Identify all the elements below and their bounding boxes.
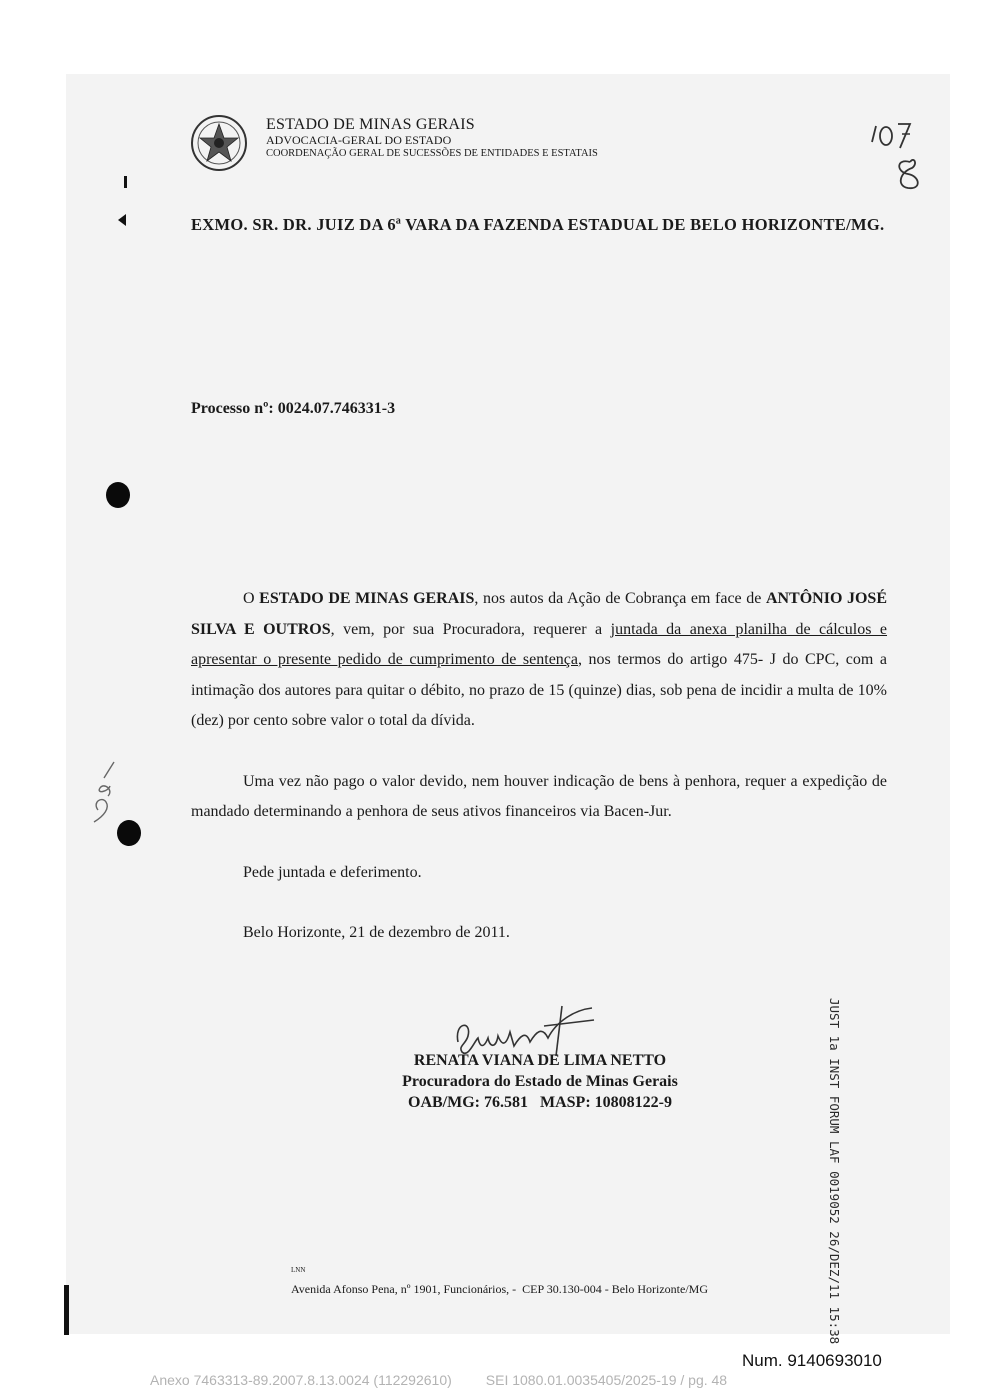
margin-handwritten-note: [84, 756, 124, 826]
text: , vem, por sua Procuradora, requerer a: [330, 620, 611, 638]
letterhead-agency: ADVOCACIA-GERAL DO ESTADO: [266, 133, 452, 148]
party-defendant: ANTÔNIO JOSÉ SILVA E OUTROS: [191, 590, 887, 638]
underlined-request: juntada da anexa planilha de cálculos e apresentar o presente pedido de cumprimento de sentença: [191, 620, 888, 668]
paragraph-closing: Pede juntada e deferimento.: [243, 863, 422, 881]
page-edge-shadow: [64, 1285, 69, 1335]
text: , nos termos do artigo 475- J do CPC, com a intimação dos autores para quitar o débito, no prazo de 15 (quinze) dias, sob pena de incidir a multa de 10% (dez) por cento sobre valor o total da dívida.: [191, 651, 887, 729]
document-number: Num. 9140693010: [742, 1351, 882, 1370]
footer-initials: LNN: [291, 1266, 306, 1274]
footer-address: Avenida Afonso Pena, nº 1901, Funcionários, - CEP 30.130-004 - Belo Horizonte/MG: [291, 1282, 709, 1296]
stamp-text: JUST 1a INST FORUM LAF 0019052 26/DEZ/11 15:38: [827, 998, 842, 1345]
signer-name: RENATA VIANA DE LIMA NETTO: [413, 1052, 667, 1069]
bottom-reference: [150, 1372, 761, 1388]
petition-body: [191, 584, 887, 979]
letterhead-state: ESTADO DE MINAS GERAIS: [266, 116, 475, 133]
punch-hole-top: [106, 482, 130, 508]
sei-reference: SEI 1080.01.0035405/2025-19 / pg. 48: [485, 1372, 728, 1388]
process-number: Processo nº: 0024.07.746331-3: [191, 400, 396, 417]
annex-reference: Anexo 7463313-89.2007.8.13.0024 (112292610): [150, 1372, 452, 1388]
signature-block: [380, 1050, 700, 1113]
signer-role: Procuradora do Estado de Minas Gerais: [402, 1073, 678, 1090]
court-protocol-stamp: [822, 998, 852, 1345]
party-state: ESTADO DE MINAS GERAIS: [259, 590, 475, 607]
addressee: EXMO. SR. DR. JUIZ DA 6ª VARA DA FAZENDA ESTADUAL DE BELO HORIZONTE/MG.: [191, 215, 885, 234]
margin-mark: [124, 176, 127, 188]
paragraph-date: Belo Horizonte, 21 de dezembro de 2011.: [243, 924, 510, 941]
minas-gerais-coat-of-arms-icon: [190, 114, 248, 172]
handwritten-page-number: [866, 112, 930, 192]
signer-registration: OAB/MG: 76.581 MASP: 10808122-9: [408, 1094, 672, 1111]
paragraph-seizure: Uma vez não pago o valor devido, nem houver indicação de bens à penhora, requer a expedição de mandado determinando a penhora de seus ativos financeiros via Bacen-Jur.: [191, 772, 887, 820]
paragraph-request: [191, 584, 887, 737]
letterhead-department: COORDENAÇÃO GERAL DE SUCESSÕES DE ENTIDADES E ESTATAIS: [266, 148, 598, 160]
text: , nos autos da Ação de Cobrança em face de: [474, 590, 766, 607]
letterhead: [266, 116, 598, 160]
text: O: [243, 590, 260, 607]
